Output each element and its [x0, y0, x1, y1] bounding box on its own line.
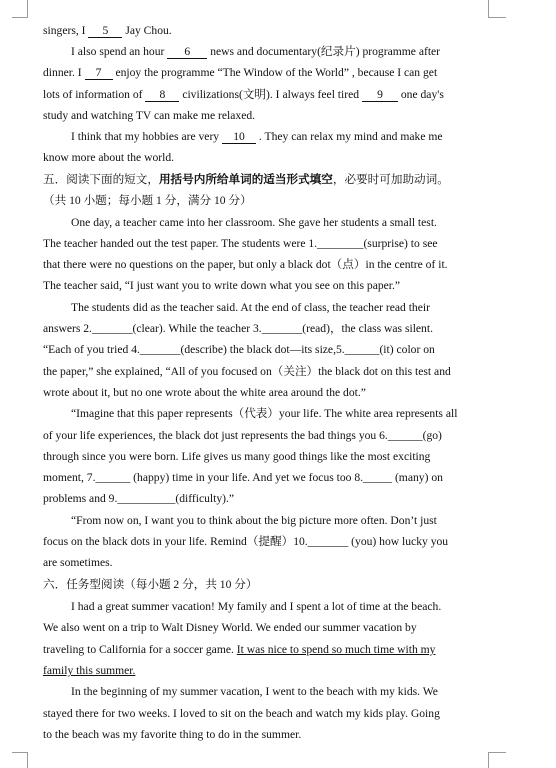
underlined-sentence: family this summer.	[43, 664, 136, 677]
section-5-subheading: （共 10 小题；每小题 1 分，满分 10 分）	[43, 194, 252, 207]
text-line: wrote about it, but no one wrote about the white area around the dot.”	[43, 386, 366, 399]
text: . They can relax my mind and make me	[258, 130, 443, 143]
text-line: to the beach was my favorite thing to do in the summer.	[43, 728, 302, 741]
text: singers, I	[43, 24, 86, 37]
text: civilizations(文明). I always feel tired	[182, 88, 360, 101]
text-line: stayed there for two weeks. I loved to sit on the beach and watch my kids play. Going	[43, 707, 440, 720]
blank-5: 5	[88, 25, 122, 38]
text-line: The teacher handed out the test paper. The students were 1.________(surprise) to see	[43, 237, 438, 250]
blank-10: 10	[222, 131, 256, 144]
crop-mark-top-left	[27, 0, 28, 17]
text: I also spend an hour	[71, 45, 165, 58]
text-line: answers 2._______(clear). While the teacher 3._______(read)，the class was silent.	[43, 322, 433, 335]
crop-mark-bottom-left	[27, 752, 28, 768]
text: one day's	[400, 88, 444, 101]
text-line: The students did as the teacher said. At the end of class, the teacher read their	[71, 301, 430, 314]
crop-mark-bottom-left-h	[12, 752, 28, 753]
text-line: “Each of you tried 4._______(describe) the black dot—its size,5.______(it) color on	[43, 343, 435, 356]
crop-mark-top-right	[488, 0, 489, 17]
text-line: of your life experiences, the black dot just represents the bad things you 6.______(go)	[43, 429, 442, 442]
text-line	[43, 664, 489, 678]
text: I think that my hobbies are very	[71, 130, 220, 143]
text-line: moment, 7.______ (happy) time in your life. And yet we focus too 8._____ (many) on	[43, 471, 443, 484]
text-line	[43, 24, 489, 38]
text-line	[71, 45, 489, 59]
crop-mark-bottom-right-h	[488, 752, 506, 753]
blank-8: 8	[145, 89, 179, 102]
text-line	[43, 643, 489, 657]
blank-7: 7	[85, 67, 113, 80]
text-line: know more about the world.	[43, 151, 175, 164]
text-line: study and watching TV can make me relaxed.	[43, 109, 256, 122]
text-line: the paper,” she explained, “All of you focused on（关注）the black dot on this test and	[43, 365, 451, 378]
crop-mark-top-right-h	[488, 17, 506, 18]
text-line: I had a great summer vacation! My family and I spent a lot of time at the beach.	[71, 600, 442, 613]
crop-mark-top-left-h	[12, 17, 28, 18]
text-line: “From now on, I want you to think about the big picture more often. Don’t just	[71, 514, 437, 527]
section-5-heading	[43, 173, 489, 187]
text: news and documentary(纪录片) programme after	[210, 45, 441, 58]
text-line: through since you were born. Life gives us many good things like the most exciting	[43, 450, 431, 463]
text: lots of information of	[43, 88, 143, 101]
text-line: “Imagine that this paper represents（代表）your life. The white area represents all	[71, 407, 458, 420]
text-line	[43, 66, 489, 80]
text-line	[43, 88, 489, 102]
text-line: In the beginning of my summer vacation, I went to the beach with my kids. We	[71, 685, 438, 698]
text: ，必要时可加助动词。	[332, 173, 449, 186]
text-line: that there were no questions on the paper, but only a black dot（点）in the centre of it.	[43, 258, 448, 271]
text-line: problems and 9.__________(difficulty).”	[43, 492, 235, 505]
blank-9: 9	[362, 89, 398, 102]
text: dinner. I	[43, 66, 82, 79]
text-line: The teacher said, “I just want you to write down what you see on this paper.”	[43, 279, 401, 292]
text-line: focus on the black dots in your life. Remind（提醒）10._______ (you) how lucky you	[43, 535, 449, 548]
section-6-heading: 六．任务型阅读（每小题 2 分，共 10 分）	[43, 578, 258, 591]
underlined-sentence: It was nice to spend so much time with my	[236, 643, 436, 656]
blank-6: 6	[167, 46, 207, 59]
text-line: We also went on a trip to Walt Disney World. We ended our summer vacation by	[43, 621, 417, 634]
text: 五．阅读下面的短文，	[43, 173, 159, 186]
text: enjoy the programme “The Window of the World” , because I can get	[115, 66, 438, 79]
text-line: One day, a teacher came into her classroom. She gave her students a small test.	[71, 216, 437, 229]
crop-mark-bottom-right	[488, 752, 489, 768]
text-bold: 用括号内所给单词的适当形式填空	[158, 173, 333, 186]
text-line: are sometimes.	[43, 556, 113, 569]
text: Jay Chou.	[125, 24, 172, 37]
text: traveling to California for a soccer game.	[43, 643, 237, 656]
text-line	[71, 130, 489, 144]
